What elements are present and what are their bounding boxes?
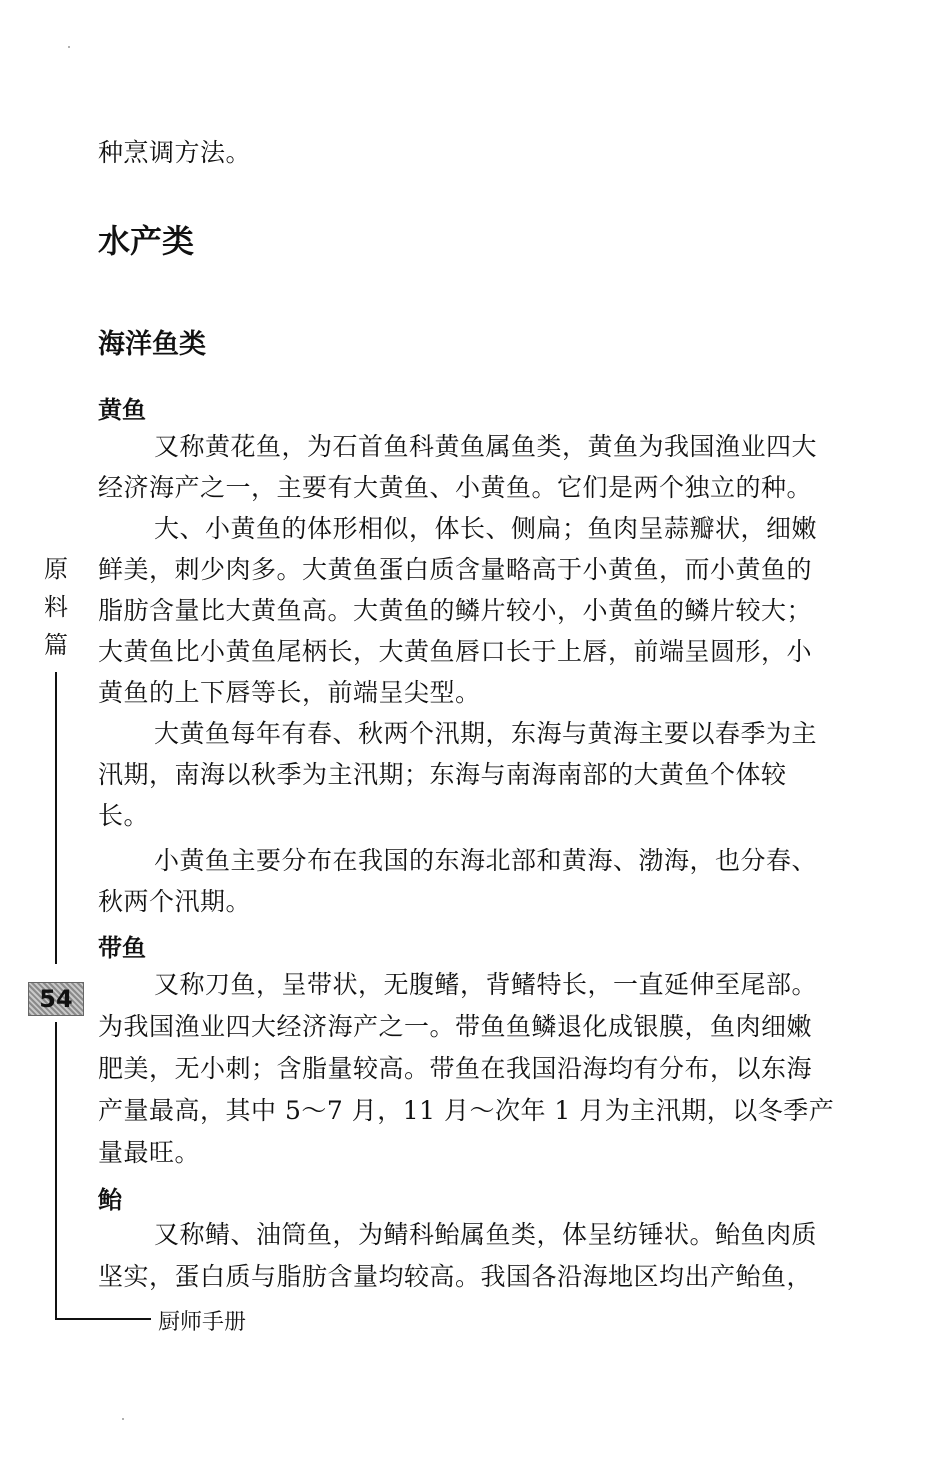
text-line: 秋两个汛期。 xyxy=(98,887,252,916)
page-number-badge: 54 xyxy=(28,982,84,1016)
top-fragment: 种烹调方法。 xyxy=(98,138,252,167)
text-line: 量最旺。 xyxy=(98,1138,201,1167)
text-line: 脂肪含量比大黄鱼高。大黄鱼的鳞片较小，小黄鱼的鳞片较大； xyxy=(98,596,813,625)
footer-rule xyxy=(55,1318,151,1320)
text-line: 又称黄花鱼，为石首鱼科黄鱼属鱼类，黄鱼为我国渔业四大 xyxy=(154,432,818,461)
side-label-char: 篇 xyxy=(44,631,68,659)
scan-speck xyxy=(68,46,70,48)
side-label-char: 料 xyxy=(44,593,68,621)
scan-speck xyxy=(122,1418,124,1420)
text-line: 大黄鱼比小黄鱼尾柄长，大黄鱼唇口长于上唇，前端呈圆形，小 xyxy=(98,637,813,666)
text-line: 小黄鱼主要分布在我国的东海北部和黄海、渤海，也分春、 xyxy=(154,846,818,875)
text-line: 肥美，无小刺；含脂量较高。带鱼在我国沿海均有分布，以东海 xyxy=(98,1054,813,1083)
text-line: 大、小黄鱼的体形相似，体长、侧扁；鱼肉呈蒜瓣状，细嫩 xyxy=(154,514,818,543)
section-title: 水产类 xyxy=(98,222,195,260)
text-line: 为我国渔业四大经济海产之一。带鱼鱼鳞退化成银膜，鱼肉细嫩 xyxy=(98,1012,813,1041)
text-line: 汛期，南海以秋季为主汛期；东海与南海南部的大黄鱼个体较 xyxy=(98,760,787,789)
text-line: 黄鱼的上下唇等长，前端呈尖型。 xyxy=(98,678,481,707)
text-line: 经济海产之一，主要有大黄鱼、小黄鱼。它们是两个独立的种。 xyxy=(98,473,813,502)
margin-rule-upper xyxy=(55,672,57,964)
text-line: 坚实，蛋白质与脂肪含量均较高。我国各沿海地区均出产鲐鱼， xyxy=(98,1262,813,1291)
text-line: 长。 xyxy=(98,801,150,830)
text-line: 又称刀鱼，呈带状，无腹鳍，背鳍特长，一直延伸至尾部。 xyxy=(154,970,818,999)
text-line: 产量最高，其中 5～7 月，11 月～次年 1 月为主汛期，以冬季产 xyxy=(98,1096,835,1125)
side-label-char: 原 xyxy=(44,555,68,583)
entry-title-bayu: 鲐 xyxy=(98,1186,122,1214)
subsection-title: 海洋鱼类 xyxy=(98,329,206,360)
entry-title-huangyu: 黄鱼 xyxy=(98,396,146,424)
text-line: 又称鲭、油筒鱼，为鲭科鲐属鱼类，体呈纺锤状。鲐鱼肉质 xyxy=(154,1220,818,1249)
margin-rule-lower xyxy=(55,1022,57,1319)
text-line: 鲜美，刺少肉多。大黄鱼蛋白质含量略高于小黄鱼，而小黄鱼的 xyxy=(98,555,813,584)
text-line: 大黄鱼每年有春、秋两个汛期，东海与黄海主要以春季为主 xyxy=(154,719,818,748)
footer-book-title: 厨师手册 xyxy=(158,1310,247,1335)
entry-title-daiyu: 带鱼 xyxy=(98,934,146,962)
